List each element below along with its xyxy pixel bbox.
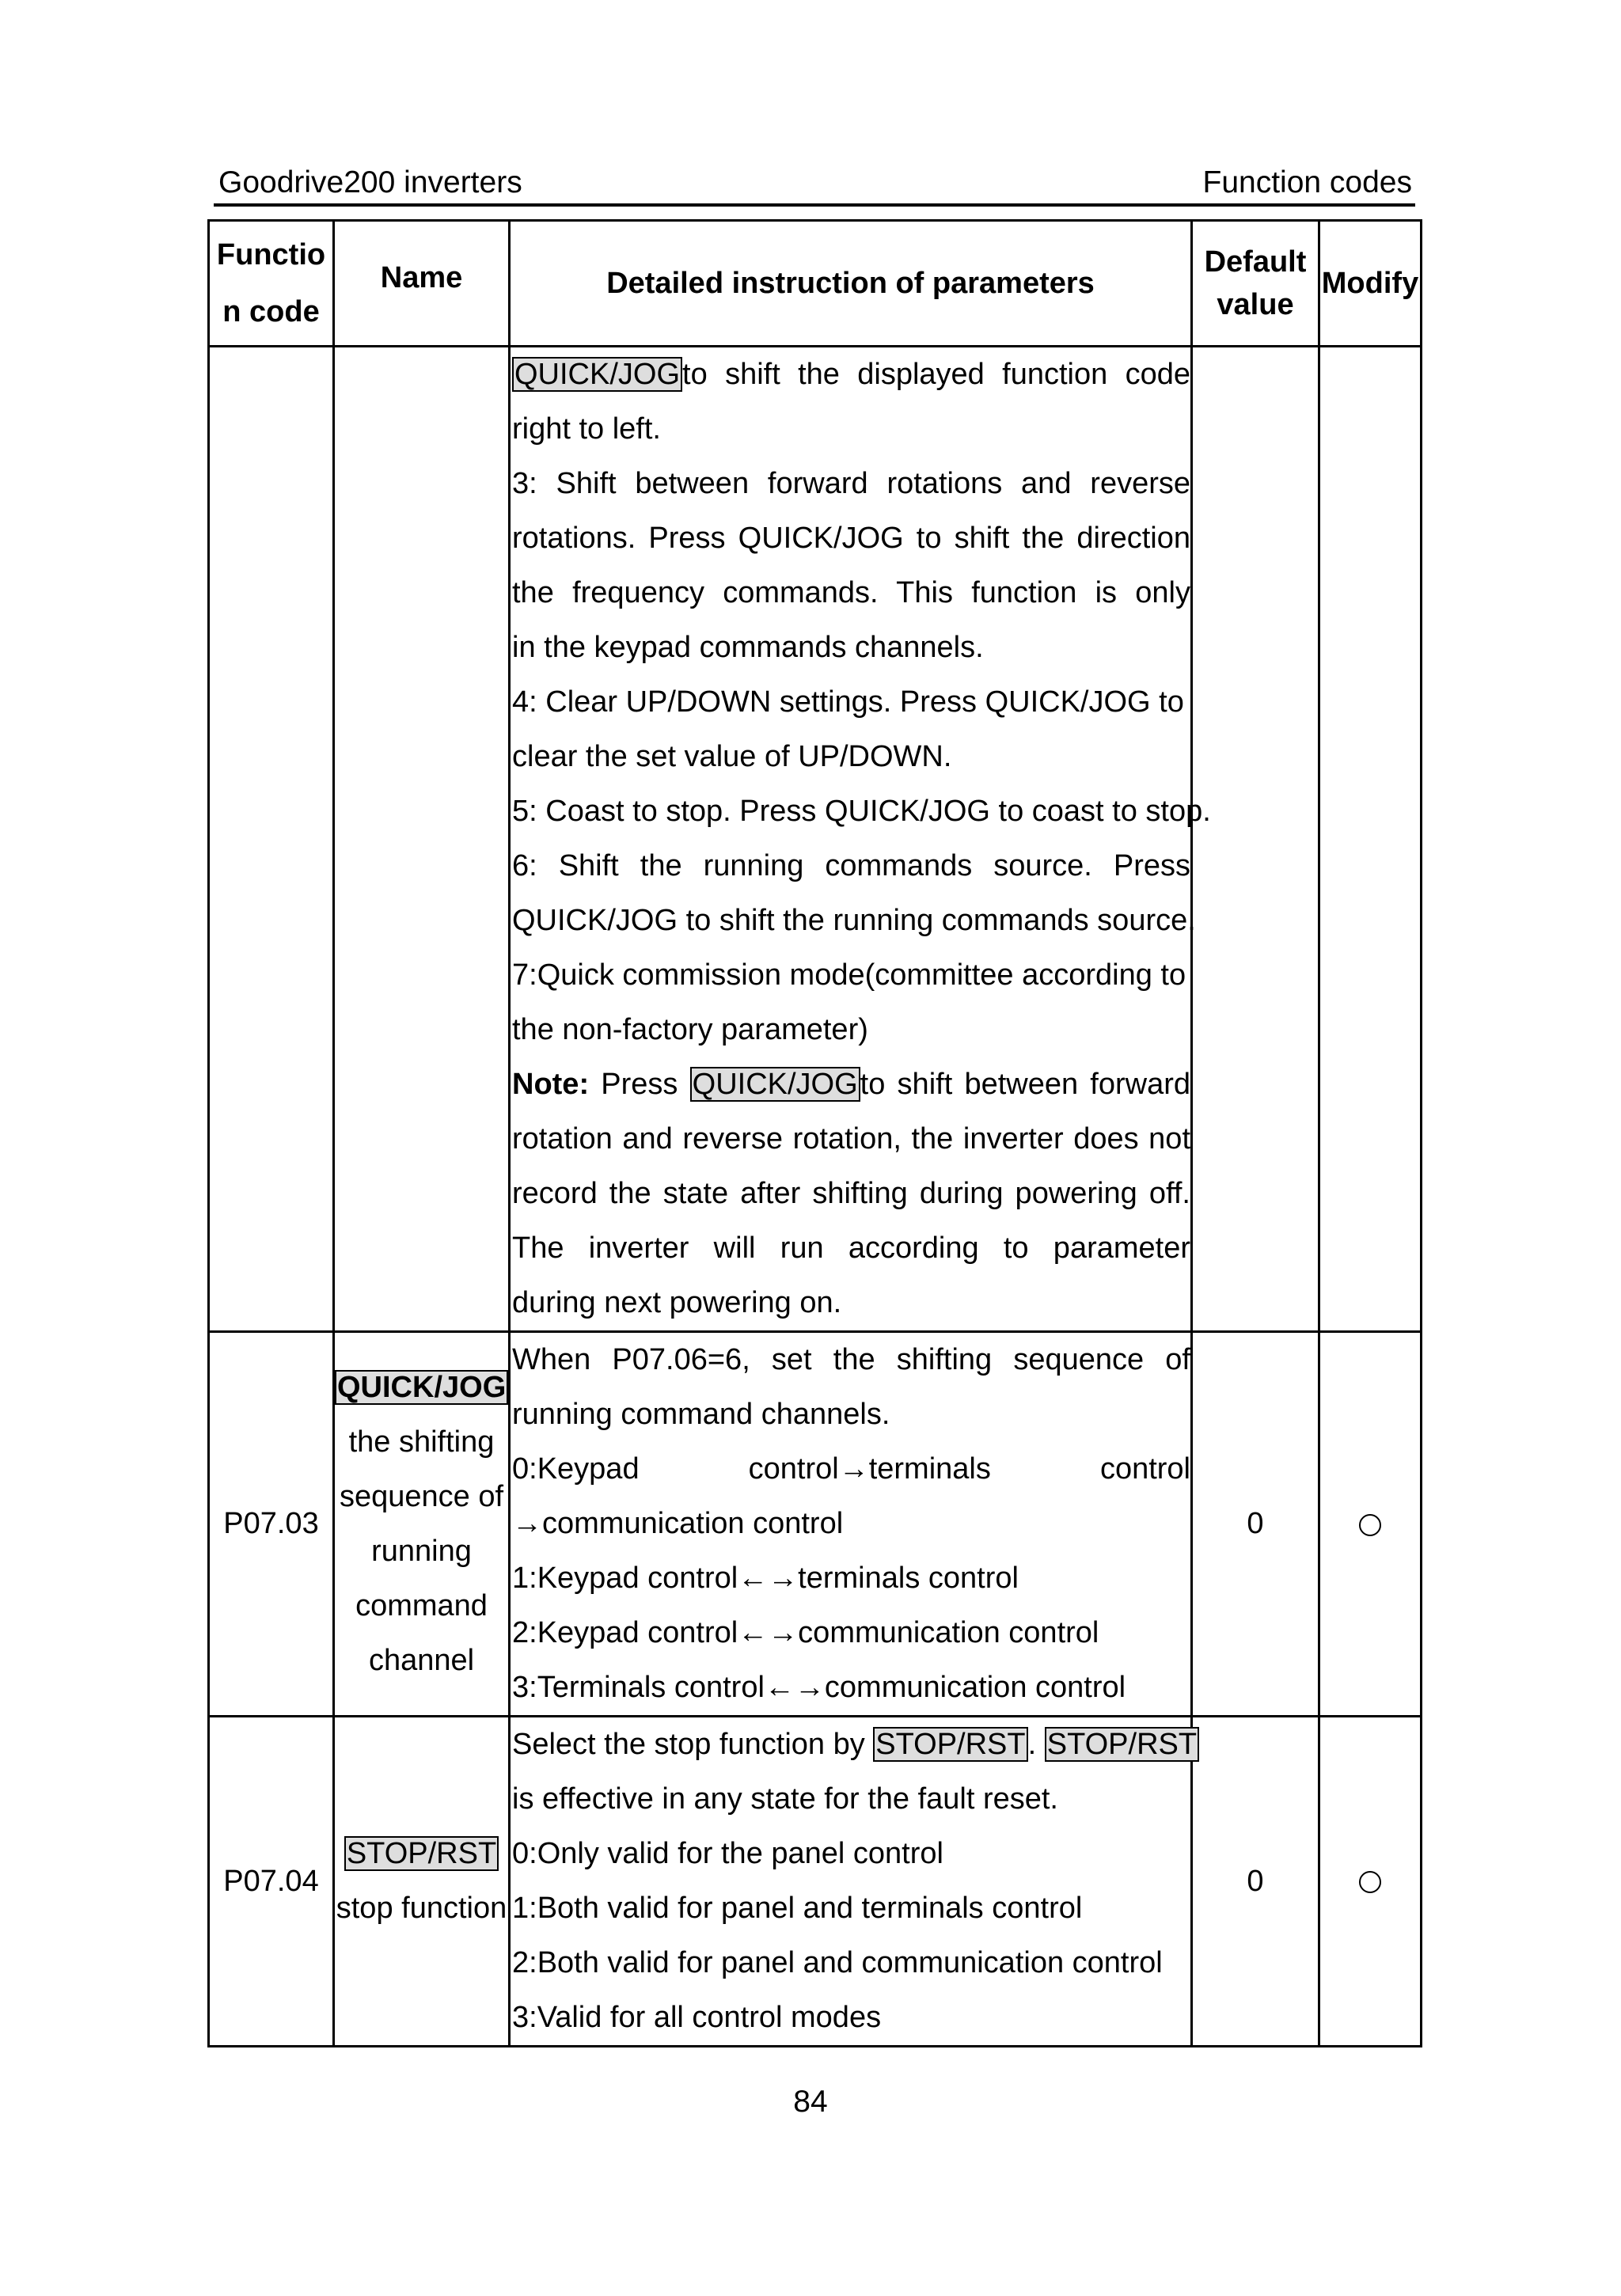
col-header-name: Name bbox=[334, 221, 510, 347]
detail-line: 0:Keypad control→terminals control bbox=[512, 1452, 1190, 1486]
circle-icon bbox=[1359, 1514, 1381, 1536]
page-number: 84 bbox=[793, 2085, 828, 2119]
detail-line: the non-factory parameter) bbox=[512, 1013, 868, 1046]
detail-line: When P07.06=6, set the shifting sequence of bbox=[512, 1343, 1190, 1376]
detail-line: running command channels. bbox=[512, 1398, 890, 1431]
detail-line: 3: Shift between forward rotations and reverse bbox=[512, 467, 1190, 500]
col-header-modify: Modify bbox=[1319, 221, 1422, 347]
quick-jog-key: QUICK/JOG bbox=[512, 357, 682, 392]
table-row bbox=[209, 347, 1422, 1332]
detail-line: 0:Only valid for the panel control bbox=[512, 1837, 943, 1870]
detail-line: →communication control bbox=[512, 1507, 844, 1540]
col-header-default-value: Default value bbox=[1192, 221, 1319, 347]
default-value-cell bbox=[1192, 347, 1319, 1332]
detail-line: 3:Valid for all control modes bbox=[512, 2001, 882, 2034]
col-header-function-code: Functio n code bbox=[209, 221, 334, 347]
detail-line: is effective in any state for the fault reset. bbox=[512, 1782, 1058, 1816]
detail-cell bbox=[510, 347, 1211, 1332]
stop-rst-key: STOP/RST bbox=[873, 1727, 1027, 1762]
detail-line: the frequency commands. This function is only bbox=[512, 576, 1190, 609]
col-header-detail: Detailed instruction of parameters bbox=[510, 221, 1192, 347]
default-value-cell: 0 bbox=[1192, 1717, 1319, 2047]
stop-rst-key: STOP/RST bbox=[344, 1836, 499, 1871]
header-product-title: Goodrive200 inverters bbox=[218, 165, 522, 199]
detail-line: record the state after shifting during powering off. bbox=[512, 1177, 1190, 1210]
note-label: Note: bbox=[512, 1068, 590, 1101]
modify-cell bbox=[1319, 1332, 1422, 1717]
detail-line: 6: Shift the running commands source. Press bbox=[512, 849, 1190, 882]
detail-line: 1:Keypad control←→terminals control bbox=[512, 1562, 1019, 1595]
table-header-row bbox=[209, 221, 1422, 347]
modify-cell bbox=[1319, 347, 1422, 1332]
name-cell bbox=[334, 347, 510, 1332]
name-cell: STOP/RST stop function bbox=[334, 1717, 510, 2047]
table-row bbox=[209, 1717, 1422, 2047]
quick-jog-key: QUICK/JOG bbox=[690, 1067, 860, 1102]
modify-cell bbox=[1319, 1717, 1422, 2047]
function-code-cell: P07.03 bbox=[209, 1332, 334, 1717]
detail-line: 4: Clear UP/DOWN settings. Press QUICK/JOG to bbox=[512, 685, 1184, 719]
function-code-cell bbox=[209, 347, 334, 1332]
header-divider bbox=[214, 203, 1415, 207]
detail-cell bbox=[510, 1332, 1192, 1717]
quick-jog-key: QUICK/JOG bbox=[335, 1370, 508, 1405]
detail-line: Note: Press QUICK/JOGto shift between forward bbox=[512, 1068, 1190, 1101]
detail-line: The inverter will run according to parameter bbox=[512, 1231, 1190, 1265]
detail-line: 1:Both valid for panel and terminals control bbox=[512, 1892, 1083, 1925]
detail-line: 7:Quick commission mode(committee according to bbox=[512, 958, 1186, 992]
detail-line: 2:Keypad control←→communication control bbox=[512, 1616, 1099, 1649]
table-row bbox=[209, 1332, 1422, 1717]
header-section-title: Function codes bbox=[1202, 165, 1412, 199]
detail-line: 3:Terminals control←→communication control bbox=[512, 1671, 1126, 1704]
stop-rst-key: STOP/RST bbox=[1045, 1727, 1199, 1762]
detail-line: Select the stop function by STOP/RST. STOP/RST bbox=[511, 1717, 1190, 1772]
default-value-cell: 0 bbox=[1192, 1332, 1319, 1717]
detail-line: rotations. Press QUICK/JOG to shift the direction bbox=[512, 522, 1190, 555]
detail-line: QUICK/JOGto shift the displayed function code bbox=[511, 347, 1190, 402]
detail-line: right to left. bbox=[512, 412, 661, 446]
detail-line: 5: Coast to stop. Press QUICK/JOG to coast to stop. bbox=[512, 795, 1211, 828]
detail-line: QUICK/JOG to shift the running commands source. bbox=[512, 904, 1196, 937]
name-cell: QUICK/JOG the shifting sequence of running command channel bbox=[334, 1332, 510, 1717]
detail-line: during next powering on. bbox=[512, 1286, 842, 1319]
detail-line: in the keypad commands channels. bbox=[512, 631, 984, 664]
detail-line: clear the set value of UP/DOWN. bbox=[512, 740, 952, 773]
function-code-table bbox=[207, 219, 1422, 2047]
detail-line: rotation and reverse rotation, the inverter does not bbox=[512, 1122, 1190, 1156]
circle-icon bbox=[1359, 1871, 1381, 1893]
function-code-cell: P07.04 bbox=[209, 1717, 334, 2047]
detail-cell bbox=[510, 1717, 1198, 2047]
detail-line: 2:Both valid for panel and communication control bbox=[512, 1946, 1163, 1979]
